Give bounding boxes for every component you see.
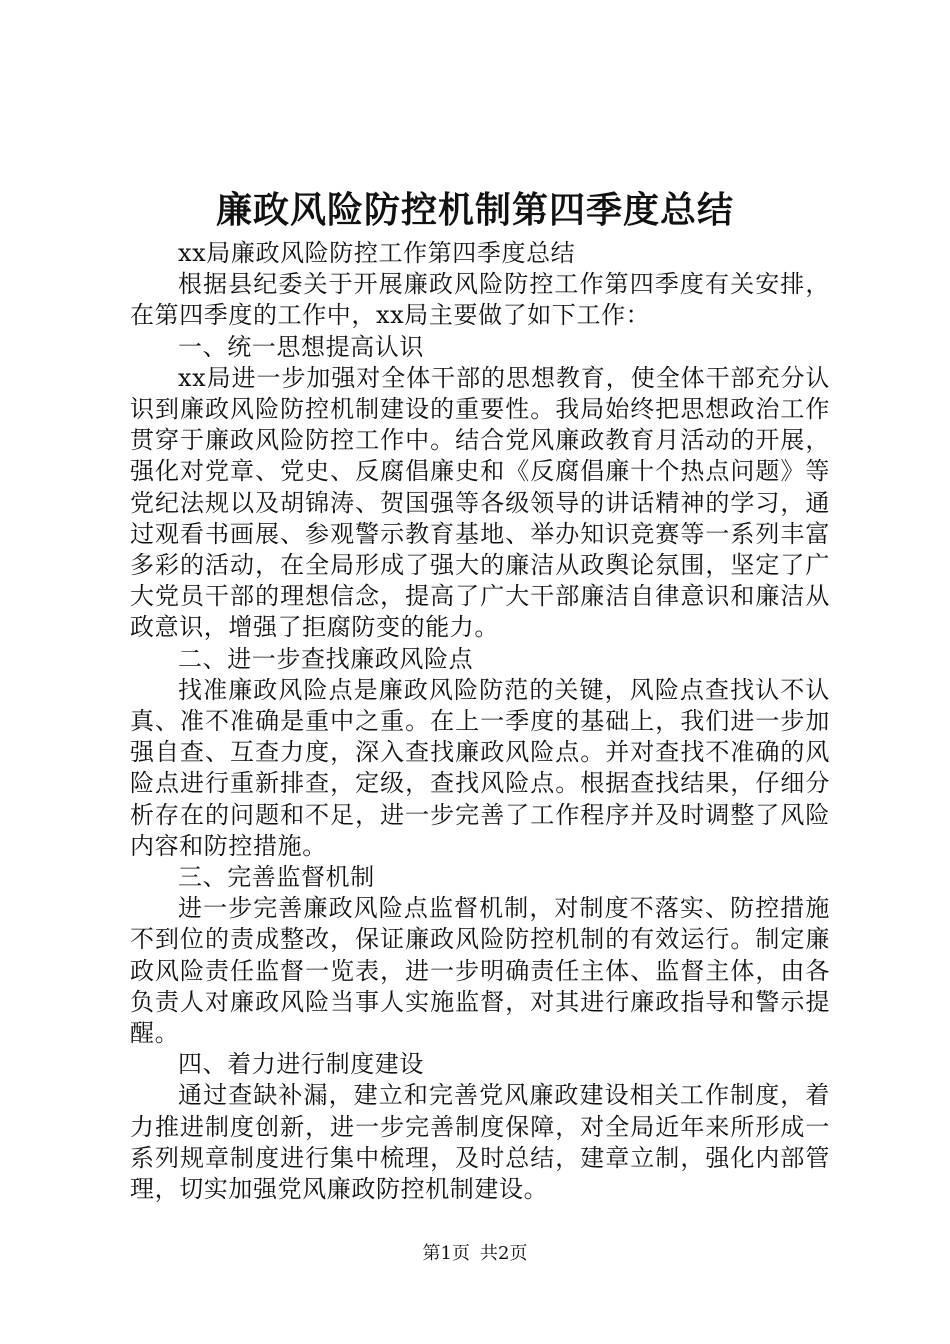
intro-paragraph: 根据县纪委关于开展廉政风险防控工作第四季度有关安排，在第四季度的工作中，xx局主要做了如下工作： bbox=[130, 270, 830, 330]
section-heading-4: 四、着力进行制度建设 bbox=[178, 1050, 424, 1079]
section-heading-1: 一、统一思想提高认识 bbox=[178, 332, 424, 361]
section-paragraph-2: 找准廉政风险点是廉政风险防范的关键，风险点查找认不认真、准不准确是重中之重。在上一季度的基础上，我们进一步加强自查、互查力度，深入查找廉政风险点。并对查找不准确的风险点进行重新排查，定级，查找风险点。根据查找结果，仔细分析存在的问题和不足，进一步完善了工作程序并及时调整了风险内容和防控措施。 bbox=[130, 675, 830, 860]
page-total: 共2页 bbox=[480, 1243, 528, 1264]
section-heading-2: 二、进一步查找廉政风险点 bbox=[178, 644, 474, 673]
section-paragraph-4: 通过查缺补漏，建立和完善党风廉政建设相关工作制度，着力推进制度创新，进一步完善制度保障，对全局近年来所形成一系列规章制度进行集中梳理，及时总结，建章立制，强化内部管理，切实加强党风廉政防控机制建设。 bbox=[130, 1081, 830, 1204]
section-paragraph-3: 进一步完善廉政风险点监督机制，对制度不落实、防控措施不到位的责成整改，保证廉政风险防控机制的有效运行。制定廉政风险责任监督一览表，进一步明确责任主体、监督主体，由各负责人对廉政风险当事人实施监督，对其进行廉政指导和警示提醒。 bbox=[130, 894, 830, 1048]
page-number: 第1页 bbox=[422, 1243, 470, 1264]
document-body bbox=[130, 238, 830, 1205]
document-title: 廉政风险防控机制第四季度总结 bbox=[215, 189, 734, 231]
page-footer bbox=[0, 1242, 950, 1266]
subtitle-paragraph: xx局廉政风险防控工作第四季度总结 bbox=[178, 239, 576, 267]
section-paragraph-1: xx局进一步加强对全体干部的思想教育，使全体干部充分认识到廉政风险防控机制建设的重要性。我局始终把思想政治工作贯穿于廉政风险防控工作中。结合党风廉政教育月活动的开展，强化对党章、党史、反腐倡廉史和《反腐倡廉十个热点问题》等党纪法规以及胡锦涛、贺国强等各级领导的讲话精神的学习，通过观看书画展、参观警示教育基地、举办知识竞赛等一系列丰富多彩的活动，在全局形成了强大的廉洁从政舆论氛围，坚定了广大党员干部的理想信念，提高了广大干部廉洁自律意识和廉洁从政意识，增强了拒腐防变的能力。 bbox=[130, 363, 830, 642]
section-heading-3: 三、完善监督机制 bbox=[178, 863, 375, 892]
